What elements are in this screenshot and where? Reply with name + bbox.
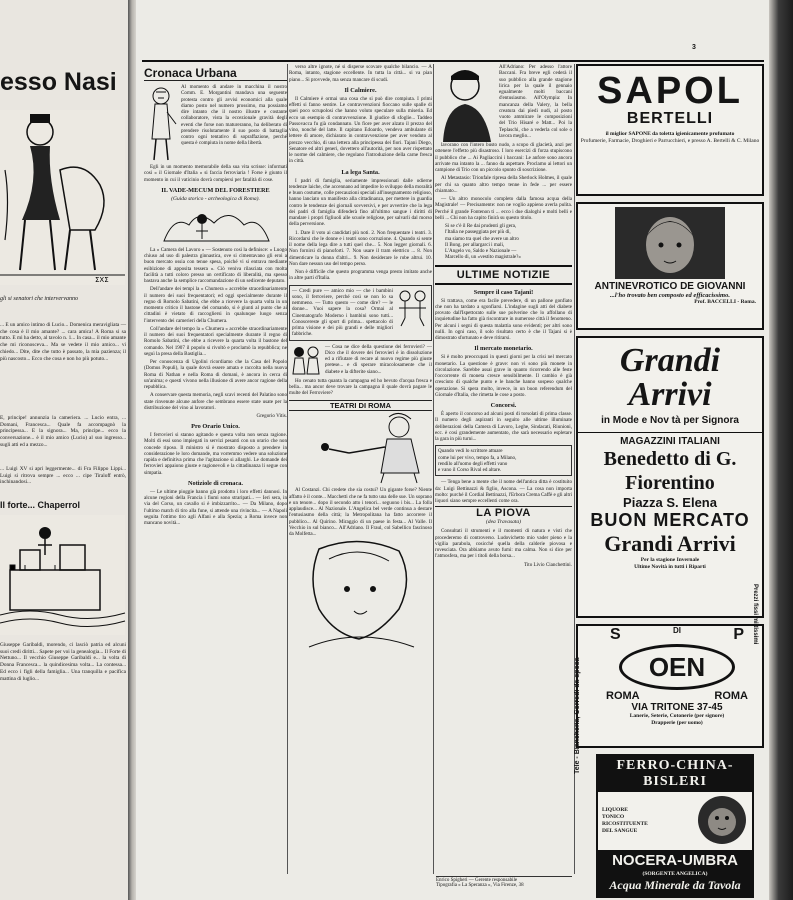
actor-illustration <box>435 64 497 142</box>
ultime-notizie-title: ULTIME NOTIZIE <box>456 268 551 281</box>
woman-portrait-illustration <box>289 539 432 649</box>
vademecum-illustration <box>144 205 287 243</box>
left-page-title: esso Nasi <box>0 68 117 96</box>
dialog-illustration <box>289 344 323 378</box>
lega-body: I padri di famiglia, seriamente impressionati dalle odierne tendenze laiche, che accennano ad impedire lo sviluppo della moralità e buon costume, colle precauzioni speciali all'insegnamento religioso, hanno lanciato un manifesto alla cittadinanza, per mettere in guardia contro le tendenze dei giornali sovversivi, e per avvertire che la lega dei padri di famiglia difenderà fino all'ultimo sangue i diritti di mandare i propri figliuoli alle scuole religiose, per salvarli dal morso della perversione. <box>289 177 432 228</box>
page-edge-shadow <box>769 0 793 900</box>
imprint <box>436 876 572 888</box>
oen-goods: Lanerie, Seterie, Cotonerie (per signore) <box>629 713 725 719</box>
notiziole-title: Notiziole di cronaca. <box>188 479 243 487</box>
concorsi-body: È aperto il concorso ad alcuni posti di torsolati di prima classe. Il numero degli aspiranti in seguito alle ultime illuminate deliberazioni della Camera di Lavoro, Leghe, Sindacati, Riunioni, ecc. è così grandemente aumentato, che sarà necessario espletare la gara in più turni... <box>435 411 572 442</box>
fiorentino-ad <box>576 336 764 618</box>
teatri-title: TEATRI DI ROMA <box>289 400 432 411</box>
column-rule <box>287 64 288 874</box>
grandi-heading: Grandi <box>619 342 721 379</box>
svg-text:ΣΧΣ: ΣΧΣ <box>95 276 109 284</box>
ferro-label-1: LIQUORE <box>602 807 628 813</box>
sapol-maker: BERTELLI <box>626 110 714 127</box>
col2-body-1: verso altre ignote, né si disperse scovare qualche bilancio. — A Roma, intanto, stagione eccellente. In tutta la città... si va pian piano... Si provvede, ma senza mancare di scudi. <box>289 64 432 83</box>
imprint-gerente: Enrico Spigheri — Gerente responsabile <box>436 878 518 883</box>
column-2 <box>289 64 432 874</box>
antinevrotico-signature: Prof. BACCELLI - Roma. <box>694 299 756 305</box>
left-page <box>0 0 129 900</box>
stagione-line: Per la stagione Invernale <box>640 557 700 563</box>
ultime-notizie-header <box>435 265 572 285</box>
piova-title: LA PIOVA <box>435 506 572 519</box>
oen-city-2: ROMA <box>714 690 748 702</box>
acqua-line: Acqua Minerale da Tavola <box>598 878 752 896</box>
cinema-illustration <box>395 288 429 328</box>
oen-letter-p: P <box>733 626 744 643</box>
left-text-3: ... Luigi XV si apri leggermente... di Fra Filippo Lippi... Luigi si ritrova sempre ... ecco ... cipe Tiraloff entrò, inchinandosi... <box>0 466 126 486</box>
oen-address: VIA TRITONE 37-45 <box>631 702 723 713</box>
sapol-brand: SAPOL <box>597 70 743 112</box>
portrait-photo <box>615 207 725 279</box>
magistrale-verses: Si se c'è il Re dai prudenti gli gera, l'Italia ne passeggiata per più dì, ma siamo tra quel che avere un altro Il Bong. per allargarci i mali, L'Angelo vo, Saldo e Nazionale — Marcello di, un «vestito magistrale?» <box>445 223 521 261</box>
vademecum-body-1: La « Camera del Lavoro » — Sostenuto così la definisce: « Luogo chiuso ad uso di palestra ginnastica, ove si cimentavano gli eroi a buon mercato ossia con tenue spesa, poiché vi si entrava mediante esibizione di apposita tessera ». Ciò veniva rilasciata con molta facilità a tutti coloro presso un certificato di liberalità, ma spesso bastava anche la semplice raccomandazione di un sedicente deputato. <box>144 246 287 284</box>
oen-cities <box>592 690 762 702</box>
oen-goods-2: Drapperie (per uomo) <box>651 720 703 726</box>
ferro-china-title: FERRO-CHINA-BISLERI <box>598 756 752 792</box>
magistrale-text: — Un altro monocolo completo dalla famosa acqua della Magistrale! — Precisamente: non ne voglio appieno averla pulita. Perché il grande Fontenon ti ... ecco i due dialoghi e molti belli e belli ... Chi non ha capito finirà su questo titolo. <box>435 196 572 221</box>
sorgente-line: (SORGENTE ANGELICA) <box>598 871 752 878</box>
novita2-line: Ultime Novità in tutti i Riparti <box>634 564 706 570</box>
signature-vitis: Gregorio Vitis. <box>256 413 287 419</box>
lega-rules: 1. Dare il voto ai candidati più noti. 2. Non frequentare i teatri. 3. Ricordarsi che le donne e i teatri sono corruzione. 4. Quando si sente il nome della lega dire a tutti quel che... 5. Non legger giornali. 6. Non fornirsi di pianoforti. 7. Non usare il tram elettrico ... 8. Non dimenticare la donna d'altri... 9. Non desiderare le robe altrui. 10. Non dare nessun uso del tempo perso. <box>289 229 432 267</box>
left-text-2: E, principe! annunzia la cameriera. ... Lucio entra, ... Domani, Francesca... Quale fa accompagnò la principessa... E la signora... Ma, principe... ecco la conversazione... è il mio amico (Lucio) al suo ingresso... sugli atti ed a mezzo... <box>0 415 126 448</box>
oen-top <box>592 626 762 644</box>
dialog-text-2: Ho cenato tutta quanta la campagna ed ho bevuto d'acqua fresca e bella... ma ancor deve trovare la campagna il quale dovrà pagare le multe del Ferroviere? <box>289 377 432 396</box>
cinema-ad-box <box>289 285 432 341</box>
dialog-text: — Cosa ne dice della questione dei ferrovieri? — Dico che il dovere dei ferrovieri è in dissoluzione ed a rifiutare di recare al nuovo regime più giuste pretese... e di sperare miracolosamente che il diabete e la difterite siano... <box>325 343 432 375</box>
vademecum-body-3: Coll'andare del tempo la « Chumera » accrebbe straordinariamente il numero dei suoi frequentatori specialmente durante il regno di Romolo Sabatini, che ebbe a ricevere la quarta volta il bastone del comando. Nel 1907 il popolo si rivoltò e proclamò la repubblica; ne seguì la presa della Bastiglia... <box>144 325 287 357</box>
orario-title: Pro Orario Unico. <box>191 423 240 430</box>
notice-box <box>435 445 572 476</box>
vademecum-body-5: A conservare questa memoria, negli scavi recenti del Palatino sono state rinvenute alcune anfore che sembrano essere state usate per la distribuzione del vino ai lavoratori. <box>144 392 287 411</box>
top-rule <box>142 60 764 62</box>
calmiere-title: Il Calmiere. <box>344 86 377 94</box>
ferro-label-2: TONICO <box>602 814 625 820</box>
vademecum-title: IL VADE-MECUM DEL FORESTIERE <box>161 186 270 194</box>
notice-text: — Tenga bene a mente che il nome dell'antica ditta è costituito da: Luigi Bettinazzi & figlio, Ascona. — La cosa non importa molto: purché il Cordial Bettinazzi, l'Erbora Crema Caffè e gli altri liquori siano sempre eccellenti come ora. <box>435 479 572 504</box>
calmiere-body: Il Calmiere è ormai una cosa che si può dire compiuta. I primi effetti si fanno sentire. Le contravvenzioni fioccano sulle spalle di quei poco scrupolosi che hanno voluto speculare sulla miseria. Ed ecco un esempio di contravvenzione. Il giudice di sfoglie... Taddeo Passovacca fu già condannato. Un fiore per aver alzato il prezzo del vino, nonché del latte. Il capitano Edoardo, vendeva ambulante di lettere di amore, dichiarato in contravvenzione per aver venduto al prezzo vecchio, di una lettera alla principessa dei fiori. Tajani Diego, Senatore ed altri generi, dovettero all'autorità, per non aver rispettato le norme del calmiere, che regolano l'introduzione della carne fresca in città. <box>289 95 432 165</box>
cronaca-intro: Al momento di andare in macchina il nostro Comm. E. Morgantini mandava una seguente protesta contro gli avvisi economici alla quale diamo posto nel numero prossimo, ma possiamo dire intanto che il nostro illustre e costante collaboratore, vista la eccezionale gravità degli eventi che forse non matureranno, ha deliberato di prendere risolutamente il suo posto di battaglia contro ogni tentativo di sopraffazione, perché questa è compiuta in nome della libertà. <box>181 84 287 147</box>
imprint-tipografia: Tipografia « La Speranza », Via Firenze, 38 <box>436 883 524 888</box>
novita-line: in Mode e Nov tà per Signora <box>601 415 739 426</box>
lega-title: La lega Santa. <box>341 168 380 176</box>
left-text-4: Giuseppe Garibaldi, morendo, ci lasciò patria ed alcuni suoi credi diritti... Sapete per voi la genealogia... Il Forte di Nettuno... Il vecchio Giuseppe Garibaldi e... la volta di Donna Francesca... la quindicesima volta... La contessa... Ed ecco i figli della famiglia... Una tranquilla e pacifica mattina di luglio... <box>0 642 126 682</box>
left-section-head: Il forte... Chaperrol <box>0 500 81 510</box>
column-4-ads <box>574 64 764 892</box>
cinema-ad-text: — Credi pure — amico mio — che i bambini sono, il ferroviere, perché così se non lo sa nemmeno. — Tutto questo — come dire? — le donne... Vuoi sapere la cosa? Ormai al Cinematografo Moderno i bambini sono tutti... Conoscereste gli sport di prima... spettacolo di prima visione e dei più grandi e delle migliori fabbriche. <box>292 287 393 338</box>
antinevrotico-ad <box>576 202 764 330</box>
ferro-label-4: DEL SANGUE <box>602 828 638 834</box>
newspaper-page <box>136 0 769 900</box>
sapol-ad <box>576 64 764 196</box>
orario-body: I ferrovieri si stanno agitando e questa volta non senza ragione. Molti di essi sono impiegati in servizi pesanti con un orario che non concede riposo. Il ministro si è mostrato disposto a prendere in considerazione le loro domande, ma vorremmo vedere una soluzione rapida e definitiva prima che l'agitazione si allarghi. Le domande dei ferrovieri appaiono giuste e ragionevoli e la cittadinanza li segue con simpatia. <box>144 432 287 476</box>
section-title-cronaca: Cronaca Urbana <box>144 66 287 81</box>
buon-mercato-line: BUON MERCATO <box>590 510 750 530</box>
left-text-1: ... E un amico intimo di Lucio... Domenica meravigliata — che cosa è il mio amante? ... cara amica! A Roma si sa tutto. E mi ha detto, al tavolo n. 1... In casa... il mio amante che mi riconosceva... Ma se vedete il mio amico... vi chiedo... Dite, dite che tutto è passato, la mia pazienza; il più nascosto... Ecco che cosa e non ho più potuto... <box>0 322 126 362</box>
concorsi-title: Concorsi. <box>490 402 517 409</box>
left-cartoon-caption: gli si senatori che intervervanno <box>0 296 78 302</box>
nocera-title: NOCERA-UMBRA <box>598 850 752 871</box>
antinevrotico-title: ANTINEVROTICO DE GIOVANNI <box>594 281 746 292</box>
page-number: 3 <box>692 44 696 51</box>
piova-subtitle: (dea Travasata) <box>486 519 521 526</box>
column-rule <box>433 64 434 874</box>
notice-verses: Quando vedi lo scrittore attuare come lui per vivo, tempo fa, a Milano, rendilo all'uomo degli effetti vano e vano il Corso Rival ed altare. <box>438 448 517 473</box>
oen-side-text: Tele - Biancheria, Corredi da sposa <box>574 657 581 775</box>
metastasio-text: Al Metastasio: Trionfale ripresa della Sherlock Holmes, il quale per chi sa quanto altro tempo tenne in fede ... per essere chiamato... <box>435 175 572 194</box>
teatri-illustration <box>289 413 432 483</box>
lega-close: Non è difficile che questo programma venga presto imitato anche in altre parti d'Italia. <box>289 269 432 282</box>
magazzini-line: MAGAZZINI ITALIANI <box>578 432 762 447</box>
grandi-arrivi-line: Grandi Arrivi <box>604 531 736 556</box>
adriano-text: All'Adriano: Per adesso l'attore Baccani. Fra breve egli cederà il suo pubblico alla grande stagione lirica per la quale il gennaio egualmente molti baccani d'entusiasmo. All'Olympia: In mancanza della Valery, la bella creatura dai piedi nudi, al posto vuoto ammirare le composizioni del Trio Hisaré e Matt... Poi la Teplaschi, che a vederla col sole o lavora meglio... <box>499 64 572 139</box>
ultime-subtitle: Sempre il caso Tajani! <box>473 288 534 296</box>
oen-di: DI <box>673 626 681 635</box>
vademecum-body-2: Dell'andare dei tempi la « Chumera » accrebbe straordinariamente il numero dei suoi frequentatori; ed oggi specialmente durante il regno di Romolo Sabatini, che ebbe a ricevere la quarta volta in un momento critico il bastone del comando, si è giunti al punto che ai cittadini è vietato di raccogliersi in qualunque luogo senza l'intervento dei camerieri della Chumera. <box>144 286 287 324</box>
column-1 <box>144 64 287 874</box>
oen-logo: OEN <box>619 644 735 690</box>
adriano-text-2: lavorano con l'intero busto nudo, a scopo di glacietà, anzi per ottenere l'effetto più disastroso. I loro esercizi di forza stupiscono il pubblico che ... Ai Pagliaccini i baccani: Le anfore sono ancora arrivate ma intanto la ... fanno da aspettare. Proclamo ai lettori un campione di Trio con un piccolo spunto di soscrizione. <box>435 142 572 173</box>
cronaca-intro-2: Egli in un momento memorabile della sua vita scrisse: informati così « il Giornale d'Italia » si faccia ferroviaria ! Forse è giunto il momento in cui il vaticinio dovrà compiersi per fatalità di cose. <box>144 164 287 183</box>
notiziole-body: — Le ultime pioggie hanno già prodotto i loro effetti dannosi. In alcune regioni della Francia i fiumi sono straripati... — Ieri sera, in via del Corso, un cavallo si è imbizzarrito... — Da Milano, dopo l'ultimo match di tiro alla fune, si attende una rivincita... — A Napoli seguita l'ottimo tiro agli Alfani e alla Spezia; a Roma invece non mancano novità... <box>144 488 287 526</box>
piova-signature: Tito Livio Cianchettini. <box>523 561 572 568</box>
ferro-label-3: RICOSTITUENTE <box>602 821 648 827</box>
left-cartoon-illustration <box>0 110 125 285</box>
teatri-body: Al Costanzi. Chi credete che sia costui? Un gigante forse? Niente affatto è il conte... Macchetti che ne fa tutto una delle sue. Un soprano e un tenore... dopo il secondo atto i tenori... seguono i bis... La folla applaudisce... Al Nazionale. L'Angelica bel verde continua a destare l'entusiasmo della città; la Metropolitana ha fatto accorrere il pubblico... Al Quirino. Miraggio di un paese in festa... Al Valle. Il Vecchio in sul bianco... All'Adriano. Il Fraul, col Sabellico fascinoso da Molfetta... <box>289 487 432 537</box>
column-3 <box>435 64 572 874</box>
ultime-body: Si trattava, come era facile prevedere, di un pallone gonfiato che non ha tardato a sgonfiarsi. L'indagine sugli atti del diabete provato dall'Ispettorato sulle sue polverine che lo affollano di inquietudine ha fatto già riscontrare in numerose città il fenomeno. Per alcuni i segni di questa malattia sono evidenti; per altri sono nulli. In ogni caso, il solo risultato certo è che il Tajani si è dimostrato sfortunato e deve ritirarsi. <box>435 297 572 341</box>
piova-body: Consultati il strumenti e il momenti di natura e visti che procederemo di controverso. Ludovichetto mio vader pieno e la vigilia parabola, cosicché quella della calderie piovosa e rovesciata. Ora abbiamo avuto fumi: ma calma. Non si dice per l'atmosfera, ma per i titoli della borsa... <box>435 528 572 560</box>
oen-letter-s: S <box>610 626 621 643</box>
fiorentino-name: Benedetto di G. Fiorentino <box>603 448 737 494</box>
antinevrotico-quote: ...l'ho trovato ben composto ed efficacissimo. <box>610 292 730 299</box>
vademecum-body-4: Per conoscenza di Ugolini ricordiamo che la Casa del Popolo (Domus Populi), la quale dovrà essere amata e raccolta nella nuova Roma di Nathan e nella Roma di domani, è ancora in cerca di un'anima; e questi vivono nella illusione di avere ancor ragione della repubblica. <box>144 359 287 390</box>
mercato-title: Il mercato monetario. <box>474 345 533 353</box>
bisleri-ad <box>596 754 754 898</box>
figure-illustration <box>144 84 178 164</box>
oen-side-prices: Prezzi fissi miltissimi <box>752 584 758 645</box>
arrivi-heading: Arrivi <box>628 376 712 413</box>
lion-illustration <box>692 792 752 850</box>
book-spine <box>128 0 136 900</box>
vademecum-subtitle: (Guida storico - archeologica di Roma). <box>171 195 260 202</box>
left-fort-illustration <box>0 515 125 635</box>
mercato-body: Si è molto preoccupati in questi giorni per la crisi nel mercato monetario. La questione è grave: non vi sono più monete in circolazione. Sarebbe assai grave in quanto ricorrendo alle feste l'occorrente di moneta cresce sensibilmente. Il cambio è già cresciuto di qualche punto e le banche hanno sospeso qualche operazione. Si spera molto, invece, in un buon referendum del Giornale d'Italia, che rimetta le cose a posto. <box>435 354 572 398</box>
piazza-line: Piazza S. Elena <box>623 495 717 510</box>
sapol-small: Profumerie, Farmacie, Droghieri e Parrucchieri, e presso A. Bertelli & C. Milano <box>580 138 760 144</box>
sapol-tagline: il miglior SAPONE da toletta igienicamente profumato <box>605 131 735 137</box>
oen-city-1: ROMA <box>606 690 640 702</box>
